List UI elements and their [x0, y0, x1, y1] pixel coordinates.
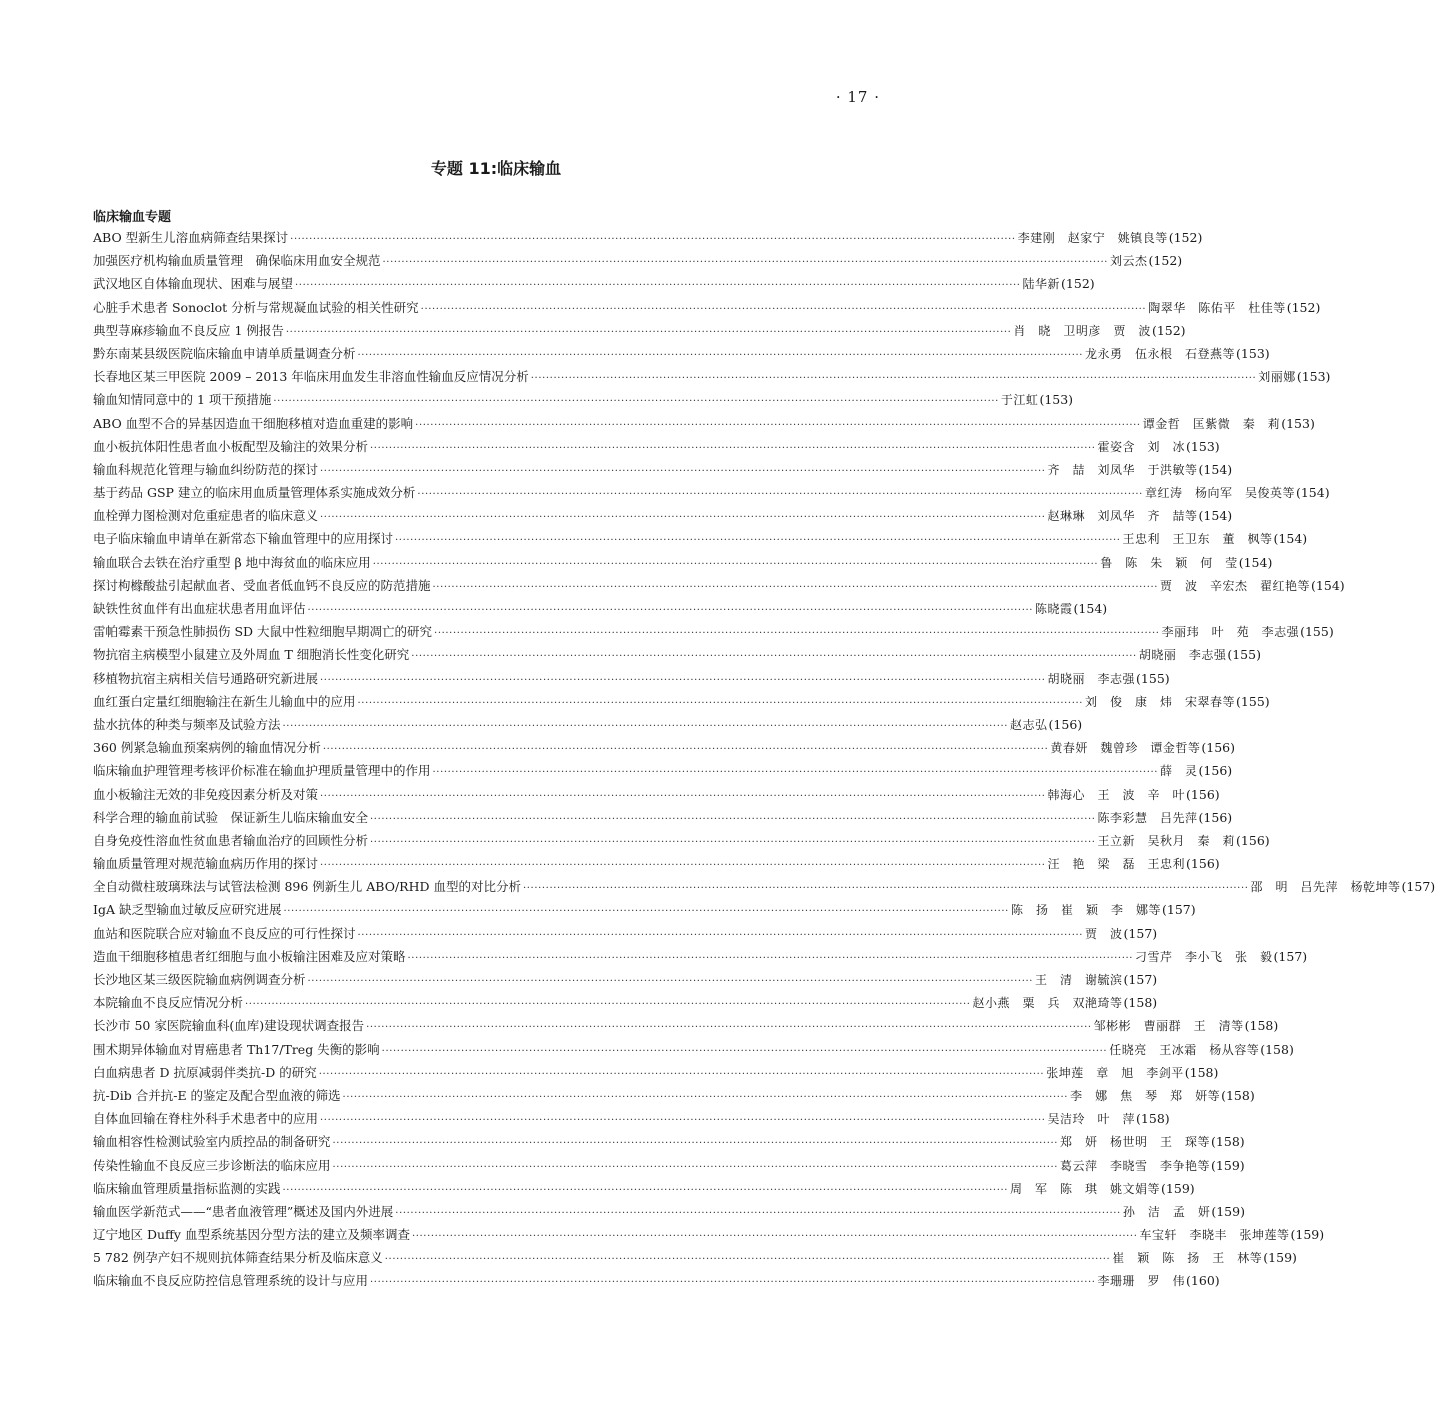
- toc-entry-page: (153): [1186, 438, 1220, 454]
- toc-entry-title: 电子临床输血申请单在新常态下输血管理中的应用探讨: [93, 531, 394, 547]
- toc-entry: [93, 228, 1203, 251]
- toc-entry-page: (156): [1201, 740, 1235, 756]
- toc-entry-page: (158): [1260, 1041, 1294, 1057]
- toc-entry-title: 心脏手术患者 Sonoclot 分析与常规凝血试验的相关性研究: [93, 299, 419, 315]
- toc-entry-title: 临床输血不良反应防控信息管理系统的设计与应用: [93, 1273, 369, 1289]
- toc-leader-dots: [370, 443, 1096, 454]
- toc-leader-dots: [383, 257, 1109, 268]
- toc-entry-authors: 陆华新: [1022, 277, 1061, 292]
- toc-leader-dots: [395, 1208, 1121, 1219]
- toc-entry-authors: 孙 洁 孟 妍: [1122, 1204, 1211, 1219]
- toc-leader-dots: [417, 489, 1143, 500]
- toc-entry-page: (154): [1073, 601, 1108, 616]
- toc-leader-dots: [283, 906, 1009, 917]
- toc-entry-page: (157): [1161, 902, 1196, 918]
- toc-leader-dots: [343, 1092, 1069, 1103]
- toc-entry-authors: 陶翠华 陈佑平 杜佳等: [1148, 300, 1286, 315]
- toc-leader-dots: [523, 883, 1249, 894]
- toc-leader-dots: [373, 559, 1099, 570]
- toc-entry-authors: 陈晓霞: [1035, 602, 1073, 616]
- toc-entry-title: 血红蛋白定量红细胞输注在新生儿输血中的应用: [93, 693, 356, 709]
- toc-leader-dots: [319, 1069, 1045, 1080]
- toc-entry: [93, 367, 1331, 390]
- toc-entry-title: 加强医疗机构输血质量管理 确保临床用血安全规范: [93, 253, 381, 269]
- page-number: · 17 ·: [835, 88, 880, 106]
- toc-entry-page: (159): [1211, 1157, 1245, 1173]
- toc-entry-page: (159): [1161, 1180, 1195, 1196]
- toc-entry-page: (158): [1211, 1134, 1245, 1150]
- toc-entry-page: (152): [1168, 230, 1203, 245]
- toc-entry-title: 移植物抗宿主病相关信号通路研究新进展: [93, 670, 319, 686]
- toc-entry-page: (152): [1286, 299, 1321, 315]
- toc-entry-page: (157): [1401, 879, 1435, 895]
- toc-entry-page: (154): [1295, 485, 1330, 501]
- toc-entry-page: (158): [1221, 1087, 1255, 1103]
- toc-leader-dots: [358, 350, 1084, 361]
- toc-entry-authors: 车宝轩 李晓丰 张坤莲等: [1139, 1228, 1290, 1243]
- toc-entry-authors: 王忠利 王卫东 董 枫等: [1122, 532, 1273, 547]
- toc-leader-dots: [370, 837, 1096, 848]
- toc-entry-page: (155): [1236, 693, 1270, 709]
- toc-entry-title: 输血质量管理对规范输血病历作用的探讨: [93, 856, 319, 872]
- toc-entry-title: 雷帕霉素干预急性肺损伤 SD 大鼠中性粒细胞早期凋亡的研究: [93, 624, 433, 640]
- toc-entry: [93, 553, 1273, 576]
- toc-entry: [93, 692, 1270, 715]
- toc-entry-authors: 葛云萍 李晓雪 李争艳等: [1060, 1158, 1211, 1173]
- toc-leader-dots: [366, 1022, 1092, 1033]
- toc-entry: [93, 1225, 1325, 1248]
- toc-leader-dots: [320, 675, 1046, 686]
- toc-entry-authors: 刁雪芹 李小飞 张 毅: [1135, 949, 1273, 964]
- toc-entry-page: (159): [1263, 1250, 1297, 1266]
- toc-entry-page: (152): [1061, 276, 1095, 292]
- toc-entry-title: 白血病患者 D 抗原减弱伴类抗-D 的研究: [93, 1064, 317, 1080]
- toc-entry: [93, 715, 1083, 738]
- toc-entry: [93, 1248, 1297, 1271]
- toc-leader-dots: [308, 605, 1034, 616]
- toc-entry-title: 输血联合去铁在治疗重型 β 地中海贫血的临床应用: [93, 554, 371, 570]
- toc-entry-title: 缺铁性贫血伴有出血症状患者用血评估: [93, 601, 306, 616]
- toc-entry-authors: 贾 波: [1085, 926, 1123, 941]
- toc-entry-title: 输血科规范化管理与输血纠纷防范的探讨: [93, 461, 319, 477]
- toc-entry: [93, 947, 1308, 970]
- toc-entry-page: (154): [1311, 577, 1345, 593]
- toc-entry-page: (155): [1136, 670, 1170, 686]
- toc-entry: [93, 344, 1270, 367]
- toc-entry-title: 传染性输血不良反应三步诊断法的临床应用: [93, 1157, 331, 1173]
- toc-entry-page: (156): [1198, 809, 1233, 825]
- toc-entry: [93, 900, 1196, 923]
- toc-entry-authors: 鲁 陈 朱 颖 何 莹: [1100, 555, 1238, 570]
- toc-entry-authors: 汪 艳 梁 磊 王忠利: [1047, 857, 1186, 872]
- toc-entry-authors: 肖 晓 卫明彦 贾 波: [1013, 323, 1151, 338]
- toc-entry-title: 自体血回输在脊柱外科手术患者中的应用: [93, 1111, 319, 1127]
- toc-entry: [93, 1202, 1245, 1225]
- toc-entry-page: (156): [1186, 856, 1220, 872]
- toc-leader-dots: [295, 280, 1021, 291]
- toc-entry-title: 抗-Dib 合并抗-E 的鉴定及配合型血液的筛选: [93, 1087, 341, 1103]
- toc-entry-authors: 吴洁玲 叶 萍: [1047, 1112, 1136, 1127]
- toc-leader-dots: [408, 953, 1134, 964]
- toc-leader-dots: [333, 1162, 1059, 1173]
- toc-entry-title: IgA 缺乏型输血过敏反应研究进展: [93, 902, 282, 918]
- toc-leader-dots: [412, 1231, 1138, 1242]
- toc-leader-dots: [283, 721, 1009, 732]
- toc-entry: [93, 576, 1345, 599]
- toc-entry-authors: 任晓亮 王冰霜 杨从容等: [1109, 1042, 1260, 1057]
- toc-entry-page: (155): [1300, 624, 1334, 640]
- toc-entry: [93, 622, 1334, 645]
- toc-leader-dots: [320, 791, 1046, 802]
- toc-entry-authors: 齐 喆 刘凤华 于洪敏等: [1047, 462, 1198, 477]
- toc-entry: [93, 1109, 1170, 1132]
- toc-entry-authors: 韩海心 王 波 辛 叶: [1047, 787, 1186, 802]
- toc-entry: [93, 321, 1186, 344]
- toc-leader-dots: [333, 1138, 1059, 1149]
- toc-entry-page: (156): [1198, 763, 1233, 779]
- toc-entry-authors: 李珊珊 罗 伟: [1097, 1274, 1186, 1289]
- toc-leader-dots: [290, 234, 1016, 245]
- toc-entry-page: (159): [1290, 1227, 1325, 1243]
- toc-entry-title: 血站和医院联合应对输血不良反应的可行性探讨: [93, 925, 356, 941]
- toc-leader-dots: [320, 1115, 1046, 1126]
- toc-entry: [93, 251, 1183, 274]
- toc-entry-authors: 崔 颖 陈 扬 王 林等: [1112, 1251, 1263, 1266]
- toc-entry-authors: 刘云杰: [1110, 254, 1148, 269]
- toc-entry-page: (157): [1123, 972, 1158, 987]
- toc-entry-page: (154): [1273, 531, 1308, 547]
- toc-entry-title: 临床输血护理管理考核评价标准在输血护理质量管理中的作用: [93, 763, 431, 779]
- toc-entry-page: (158): [1123, 995, 1158, 1011]
- toc-entry-authors: 霍姿含 刘 冰: [1097, 439, 1186, 454]
- toc-entry: [93, 924, 1158, 947]
- toc-leader-dots: [370, 814, 1096, 825]
- toc-entry: [93, 460, 1233, 483]
- table-of-contents: [93, 228, 1435, 1295]
- toc-entry-page: (153): [1039, 392, 1074, 408]
- toc-entry-title: 输血医学新范式——“患者血液管理”概述及国内外进展: [93, 1203, 394, 1219]
- toc-entry-title: 探讨枸橼酸盐引起献血者、受血者低血钙不良反应的防范措施: [93, 577, 431, 593]
- toc-entry-page: (158): [1244, 1018, 1279, 1034]
- toc-entry-title: 造血干细胞移植患者红细胞与血小板输注困难及应对策略: [93, 948, 406, 964]
- toc-entry-title: 基于药品 GSP 建立的临床用血质量管理体系实施成效分析: [93, 485, 416, 501]
- toc-leader-dots: [320, 466, 1046, 477]
- toc-entry-title: 输血相容性检测试验室内质控品的制备研究: [93, 1134, 331, 1150]
- toc-entry-title: 自身免疫性溶血性贫血患者输血治疗的回顾性分析: [93, 832, 369, 848]
- toc-entry-page: (154): [1238, 554, 1273, 570]
- toc-entry: [93, 599, 1108, 622]
- toc-leader-dots: [434, 628, 1160, 639]
- toc-entry: [93, 970, 1158, 993]
- toc-entry: [93, 1086, 1255, 1109]
- toc-entry-authors: 李丽玮 叶 苑 李志强: [1161, 625, 1300, 640]
- toc-entry-authors: 胡晓丽 李志强: [1047, 671, 1136, 686]
- toc-entry-authors: 王立新 吴秋月 秦 莉: [1097, 833, 1236, 848]
- toc-entry-title: 围术期异体输血对胃癌患者 Th17/Treg 失衡的影响: [93, 1041, 380, 1057]
- toc-entry-title: ABO 血型不合的异基因造血干细胞移植对造血重建的影响: [93, 415, 414, 431]
- toc-leader-dots: [385, 1254, 1111, 1265]
- toc-entry-authors: 章红涛 杨向军 吴俊英等: [1144, 486, 1295, 501]
- toc-entry-title: 临床输血管理质量指标监测的实践: [93, 1180, 281, 1196]
- toc-entry-authors: 刘 俊 康 炜 宋翠春等: [1085, 694, 1236, 709]
- toc-entry-authors: 胡晓丽 李志强: [1138, 648, 1227, 663]
- toc-leader-dots: [320, 512, 1046, 523]
- toc-entry-page: (153): [1296, 369, 1331, 385]
- toc-entry-authors: 周 军 陈 琪 姚文娟等: [1010, 1181, 1161, 1196]
- toc-entry-page: (157): [1123, 925, 1158, 941]
- toc-leader-dots: [323, 744, 1049, 755]
- toc-entry-page: (158): [1184, 1064, 1219, 1080]
- toc-entry-title: 5 782 例孕产妇不规则抗体筛查结果分析及临床意义: [93, 1250, 383, 1266]
- toc-entry-title: 科学合理的输血前试验 保证新生儿临床输血安全: [93, 809, 369, 825]
- toc-entry: [93, 761, 1233, 784]
- toc-entry: [93, 529, 1308, 552]
- toc-entry-title: 长春地区某三甲医院 2009 – 2013 年临床用血发生非溶血性输血反应情况分析: [93, 369, 529, 385]
- toc-entry: [93, 1040, 1294, 1063]
- toc-leader-dots: [283, 1185, 1009, 1196]
- toc-entry: [93, 437, 1220, 460]
- toc-entry-title: 长沙地区某三级医院输血病例调查分析: [93, 972, 306, 987]
- toc-entry-title: 全自动微柱玻璃珠法与试管法检测 896 例新生儿 ABO/RHD 血型的对比分析: [93, 879, 521, 895]
- toc-entry-title: 360 例紧急输血预案病例的输血情况分析: [93, 740, 321, 756]
- toc-entry-authors: 郑 妍 杨世明 王 琛等: [1060, 1135, 1211, 1150]
- toc-entry-page: (152): [1151, 322, 1186, 338]
- toc-entry-authors: 邵 明 吕先萍 杨乾坤等: [1250, 880, 1401, 895]
- toc-entry-title: 输血知情同意中的 1 项干预措施: [93, 392, 272, 408]
- toc-entry-authors: 黄春妍 魏曾珍 谭金哲等: [1050, 741, 1201, 756]
- toc-entry: [93, 1156, 1245, 1179]
- toc-entry-page: (156): [1048, 716, 1083, 732]
- toc-entry: [93, 669, 1170, 692]
- toc-entry-title: 血栓弹力图检测对危重症患者的临床意义: [93, 508, 319, 524]
- toc-entry: [93, 414, 1315, 437]
- toc-leader-dots: [421, 304, 1147, 315]
- toc-entry: [93, 1271, 1220, 1294]
- toc-entry-authors: 赵小燕 粟 兵 双滟琦等: [972, 996, 1123, 1011]
- toc-entry: [93, 831, 1270, 854]
- toc-entry: [93, 298, 1321, 321]
- toc-entry-authors: 龙永勇 伍永根 石登燕等: [1085, 346, 1236, 361]
- toc-entry-title: 血小板抗体阳性患者血小板配型及输注的效果分析: [93, 438, 369, 454]
- toc-entry-page: (153): [1236, 345, 1270, 361]
- toc-entry-page: (160): [1186, 1273, 1220, 1289]
- toc-entry: [93, 738, 1235, 761]
- toc-entry-title: 典型荨麻疹输血不良反应 1 例报告: [93, 322, 284, 338]
- toc-leader-dots: [286, 327, 1012, 338]
- toc-entry-page: (154): [1198, 461, 1233, 477]
- toc-entry-title: 黔东南某县级医院临床输血申请单质量调查分析: [93, 345, 356, 361]
- toc-entry: [93, 506, 1233, 529]
- toc-entry: [93, 808, 1233, 831]
- toc-leader-dots: [411, 651, 1137, 662]
- toc-entry-title: 长沙市 50 家医院输血科(血库)建设现状调查报告: [93, 1018, 365, 1034]
- toc-entry: [93, 785, 1220, 808]
- toc-entry-page: (156): [1186, 786, 1220, 802]
- section-title: 专题 11:临床输血: [430, 159, 562, 178]
- toc-leader-dots: [358, 698, 1084, 709]
- toc-entry: [93, 1063, 1219, 1086]
- subsection-title: 临床输血专题: [93, 210, 172, 225]
- toc-entry-authors: 薛 灵: [1160, 764, 1198, 779]
- toc-entry-authors: 陈 扬 崔 颖 李 娜等: [1010, 903, 1161, 918]
- toc-entry-authors: 陈李彩慧 吕先萍: [1097, 810, 1198, 825]
- toc-entry-title: 辽宁地区 Duffy 血型系统基因分型方法的建立及频率调查: [93, 1227, 410, 1243]
- toc-entry-authors: 张坤莲 章 旭 李剑平: [1046, 1065, 1184, 1080]
- toc-entry-title: 武汉地区自体输血现状、困难与展望: [93, 276, 294, 292]
- toc-leader-dots: [245, 999, 971, 1010]
- toc-leader-dots: [433, 767, 1159, 778]
- toc-entry: [93, 390, 1074, 413]
- toc-entry-authors: 谭金哲 匡紫微 秦 莉: [1142, 416, 1281, 431]
- toc-entry-page: (153): [1281, 415, 1315, 431]
- toc-leader-dots: [433, 582, 1159, 593]
- toc-leader-dots: [320, 860, 1046, 871]
- toc-entry-page: (152): [1148, 253, 1183, 269]
- toc-entry-title: 血小板输注无效的非免疫因素分析及对策: [93, 786, 319, 802]
- toc-leader-dots: [370, 1277, 1096, 1288]
- toc-entry: [93, 483, 1330, 506]
- toc-entry-authors: 王 清 谢毓滨: [1035, 973, 1123, 987]
- toc-entry-authors: 于江虹: [1000, 393, 1039, 408]
- toc-entry: [93, 645, 1261, 668]
- toc-entry: [93, 274, 1095, 297]
- toc-entry-authors: 李 娜 焦 琴 郑 妍等: [1070, 1088, 1221, 1103]
- toc-entry-page: (158): [1136, 1111, 1170, 1127]
- toc-entry-authors: 刘丽娜: [1258, 370, 1296, 385]
- toc-leader-dots: [415, 420, 1141, 431]
- toc-entry: [93, 1016, 1279, 1039]
- toc-entry-page: (159): [1211, 1203, 1245, 1219]
- toc-entry: [93, 877, 1435, 900]
- toc-entry-page: (156): [1236, 832, 1270, 848]
- toc-leader-dots: [308, 976, 1034, 987]
- toc-entry-authors: 邹彬彬 曹丽群 王 清等: [1093, 1019, 1244, 1034]
- toc-entry-page: (154): [1198, 508, 1233, 524]
- toc-entry-authors: 赵琳琳 刘凤华 齐 喆等: [1047, 509, 1198, 524]
- toc-entry-page: (155): [1227, 647, 1261, 663]
- toc-entry-title: ABO 型新生儿溶血病筛查结果探讨: [93, 230, 289, 245]
- toc-leader-dots: [395, 535, 1121, 546]
- toc-entry-authors: 赵志弘: [1010, 717, 1048, 732]
- toc-leader-dots: [358, 930, 1084, 941]
- toc-entry-title: 本院输血不良反应情况分析: [93, 995, 244, 1011]
- toc-leader-dots: [531, 373, 1257, 384]
- toc-entry-title: 物抗宿主病模型小鼠建立及外周血 T 细胞消长性变化研究: [93, 647, 410, 663]
- toc-entry: [93, 1179, 1195, 1202]
- toc-entry-page: (157): [1273, 948, 1308, 964]
- toc-leader-dots: [273, 396, 999, 407]
- toc-entry: [93, 993, 1158, 1016]
- toc-entry: [93, 854, 1220, 877]
- toc-leader-dots: [382, 1046, 1108, 1057]
- toc-entry-authors: 李建刚 赵家宁 姚镇良等: [1017, 231, 1168, 245]
- toc-entry: [93, 1132, 1245, 1155]
- toc-entry-title: 盐水抗体的种类与频率及试验方法: [93, 716, 281, 732]
- toc-entry-authors: 贾 波 辛宏杰 翟红艳等: [1160, 578, 1311, 593]
